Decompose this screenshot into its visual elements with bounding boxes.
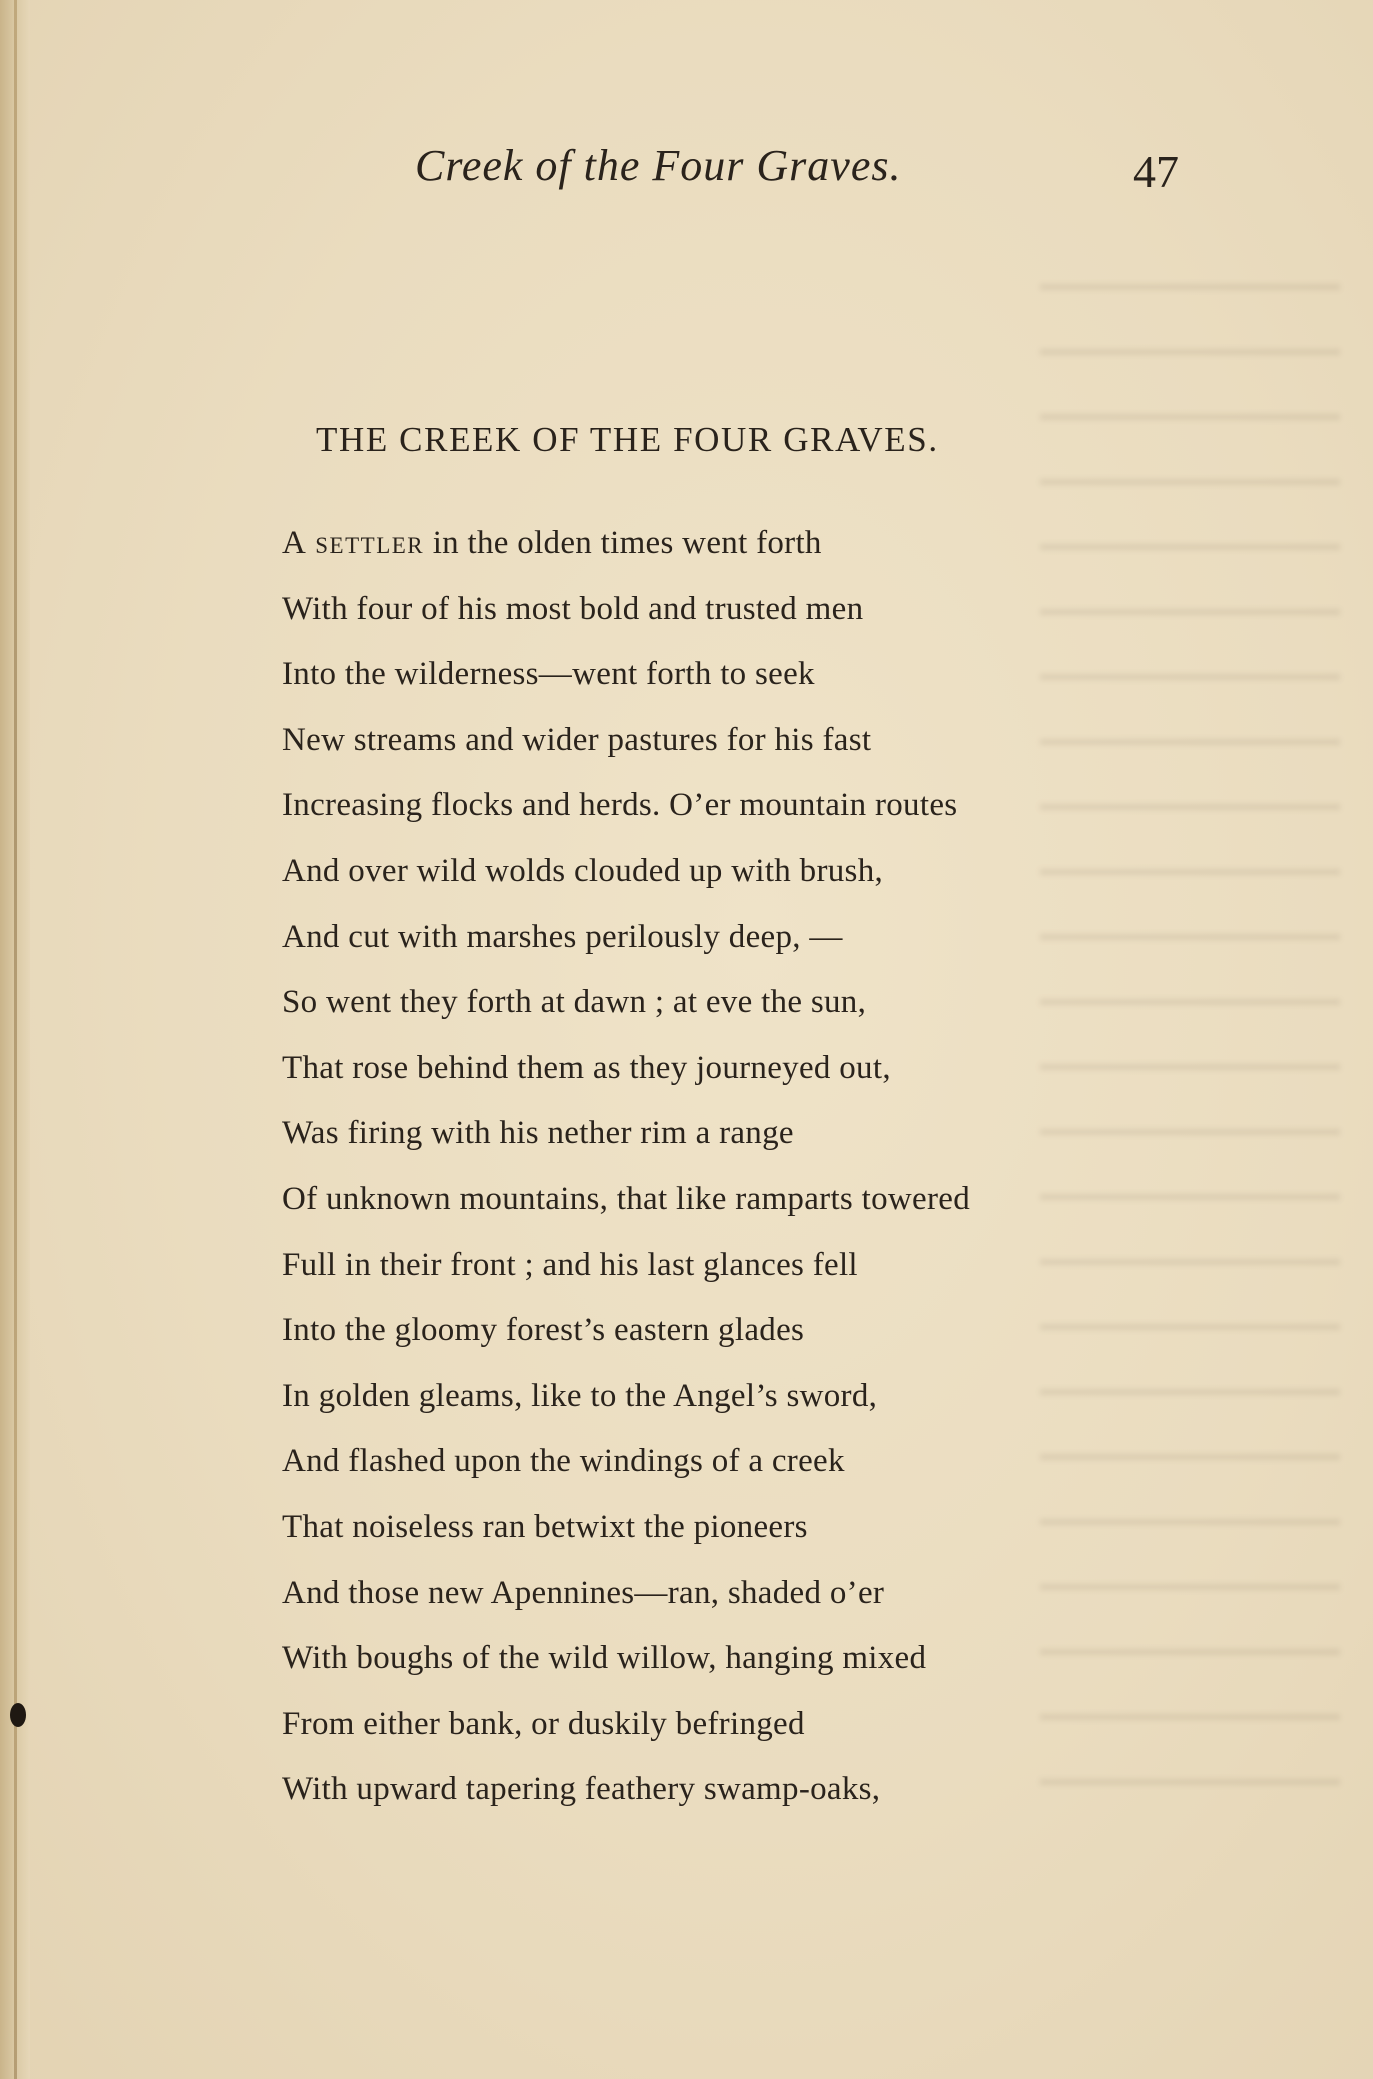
poem-line: Was firing with his nether rim a range (282, 1115, 794, 1152)
poem-line: And over wild wolds clouded up with brush, (282, 852, 884, 889)
poem-line (282, 523, 1182, 589)
poem-line: So went they forth at dawn ; at eve the sun, (282, 984, 867, 1021)
poem-line: With boughs of the wild willow, hanging mixed (282, 1640, 927, 1677)
running-head: Creek of the Four Graves. (415, 141, 902, 190)
poem-line: In golden gleams, like to the Angel’s sword, (282, 1377, 878, 1414)
opening-word: A settler (282, 525, 425, 561)
poem-body (282, 523, 1182, 1835)
poem-line-text: in the olden times went forth (424, 525, 822, 561)
poem-line: Increasing flocks and herds. O’er mountain routes (282, 787, 958, 824)
poem-title: THE CREEK OF THE FOUR GRAVES. (316, 420, 939, 459)
poem-line: That noiseless ran betwixt the pioneers (282, 1508, 808, 1545)
poem-line: New streams and wider pastures for his fast (282, 721, 872, 758)
poem-line: And cut with marshes perilously deep, — (282, 918, 843, 955)
poem-line: Into the gloomy forest’s eastern glades (282, 1312, 805, 1349)
poem-line: And those new Apennines—ran, shaded o’er (282, 1574, 885, 1611)
poem-line: With four of his most bold and trusted men (282, 590, 864, 627)
poem-line: With upward tapering feathery swamp-oaks, (282, 1771, 881, 1808)
page-gutter (0, 0, 30, 2079)
binding-mark (10, 1703, 26, 1727)
poem-line: Into the wilderness—went forth to seek (282, 656, 815, 693)
poem-line: From either bank, or duskily befringed (282, 1705, 805, 1742)
binding-edge (14, 0, 17, 2079)
poem-line: And flashed upon the windings of a creek (282, 1443, 845, 1480)
poem-line: Of unknown mountains, that like ramparts towered (282, 1180, 970, 1217)
poem-line: Full in their front ; and his last glances fell (282, 1246, 858, 1283)
poem-line: That rose behind them as they journeyed out, (282, 1049, 891, 1086)
page-number: 47 (1133, 146, 1179, 197)
